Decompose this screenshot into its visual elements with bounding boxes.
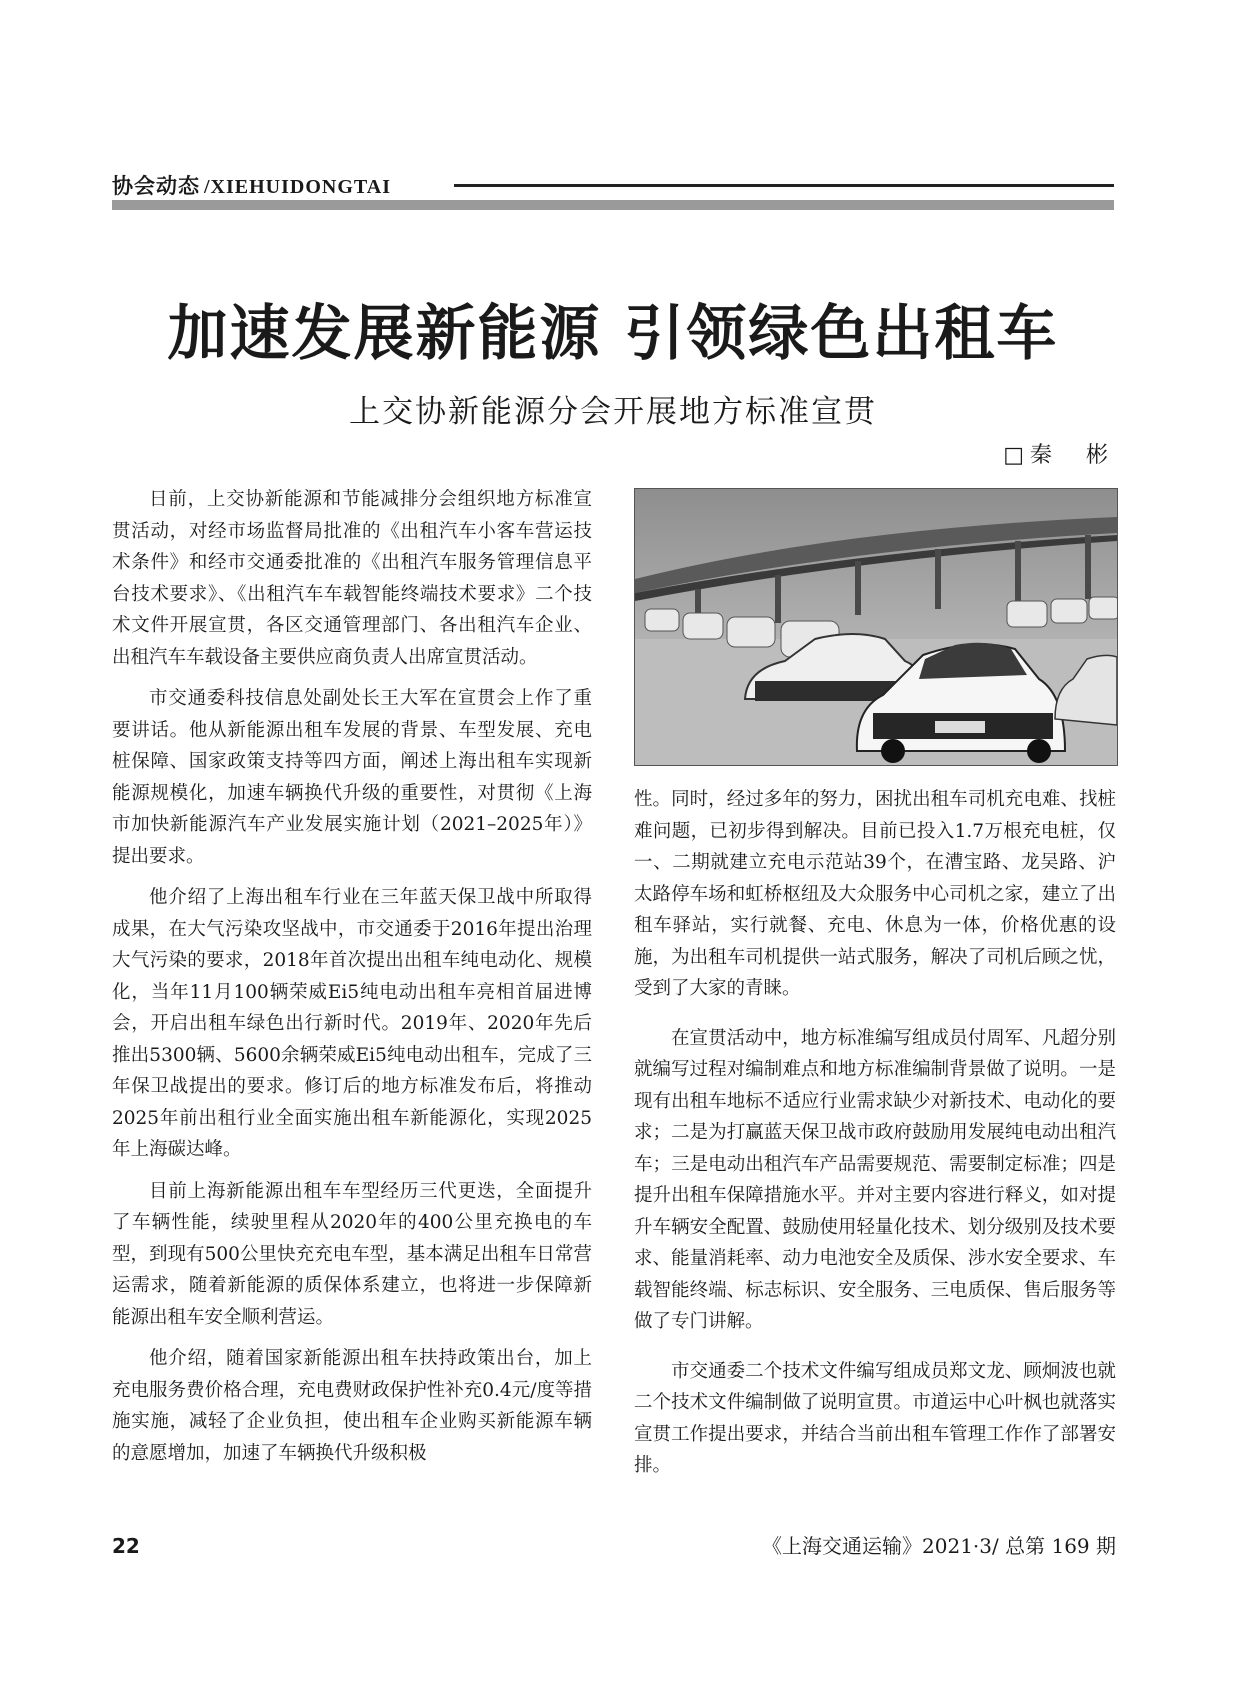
section-header — [112, 168, 1114, 204]
journal-issue: 《上海交通运输》2021·3/ 总第 169 期 — [762, 1534, 1116, 1558]
page-number: 22 — [112, 1534, 140, 1558]
paragraph: 市交通委二个技术文件编写组成员郑文龙、顾炯波也就二个技术文件编制做了说明宣贯。市道运中心叶枫也就落实宣贯工作提出要求，并结合当前出租车管理工作作了部署安排。 — [634, 1360, 1116, 1476]
header-rule — [454, 184, 1114, 187]
paragraph: 性。同时，经过多年的努力，困扰出租车司机充电难、找桩难问题，已初步得到解决。目前已投入1.7万根充电桩，仅一、二期就建立充电示范站39个，在漕宝路、龙吴路、沪太路停车场和虹桥枢纽及大众服务中心司机之家，建立了出租车驿站，实行就餐、充电、休息为一体，价格优惠的设施，为出租车司机提供一站式服务，解决了司机后顾之忧，受到了大家的青睐。 — [634, 789, 1116, 999]
paragraph: 目前上海新能源出租车车型经历三代更迭，全面提升了车辆性能，续驶里程从2020年的400公里充换电的车型，到现有500公里快充充电车型，基本满足出租车日常营运需求，随着新能源的质保体系建立，也将进一步保障新能源出租车安全顺利营运。 — [112, 1180, 592, 1328]
paragraph: 在宣贯活动中，地方标准编写组成员付周军、凡超分别就编写过程对编制难点和地方标准编制背景做了说明。一是现有出租车地标不适应行业需求缺少对新技术、电动化的要求；二是为打赢蓝天保卫战市政府鼓励用发展纯电动出租汽车；三是电动出租汽车产品需要规范、需要制定标准；四是提升出租车保障措施水平。并对主要内容进行释义，如对提升车辆安全配置、鼓励使用轻量化技术、划分级别及技术要求、能量消耗率、动力电池安全及质保、涉水安全要求、车载智能终端、标志标识、安全服务、三电质保、售后服务等做了专门讲解。 — [634, 1027, 1116, 1332]
paragraph: 他介绍了上海出租车行业在三年蓝天保卫战中所取得成果，在大气污染攻坚战中，市交通委于2016年提出治理大气污染的要求，2018年首次提出出租车纯电动化、规模化，当年11月100辆荣威Ei5纯电动出租车亮相首届进博会，开启出租车绿色出行新时代。2019年、2020年先后推出5300辆、5600余辆荣威Ei5纯电动出租车，完成了三年保卫战提出的要求。修订后的地方标准发布后，将推动2025年前出租行业全面实施出租车新能源化，实现2025年上海碳达峰。 — [112, 887, 592, 1160]
section-label-cn: 协会动态 — [112, 174, 200, 198]
article-subtitle: 上交协新能源分会开展地方标准宣贯 — [349, 394, 877, 430]
paragraph: 日前，上交协新能源和节能减排分会组织地方标准宣贯活动，对经市场监督局批准的《出租汽车小客车营运技术条件》和经市交通委批准的《出租汽车服务管理信息平台技术要求》、《出租汽车车载智能终端技术要求》二个技术文件开展宣贯，各区交通管理部门、各出租汽车企业、出租汽车车载设备主要供应商负责人出席宣贯活动。 — [112, 489, 592, 668]
section-label-en: /XIEHUIDONGTAI — [204, 176, 391, 198]
right-column — [634, 784, 1116, 1482]
taxi-fleet-photo — [634, 488, 1118, 766]
paragraph: 他介绍，随着国家新能源出租车扶持政策出台，加上充电服务费价格合理，充电费财政保护性补充0.4元/度等措施实施，减轻了企业负担，使出租车企业购买新能源车辆的意愿增加，加速了车辆换代升级积极 — [112, 1348, 592, 1464]
article-byline: □秦 彬 — [1003, 443, 1114, 468]
left-column — [112, 484, 592, 1469]
header-band — [112, 200, 1114, 210]
article-title: 加速发展新能源 引领绿色出租车 — [167, 299, 1059, 369]
section-label — [112, 170, 391, 200]
paragraph: 市交通委科技信息处副处长王大军在宣贯会上作了重要讲话。他从新能源出租车发展的背景、车型发展、充电桩保障、国家政策支持等四方面，阐述上海出租车实现新能源规模化，加速车辆换代升级的重要性，对贯彻《上海市加快新能源汽车产业发展实施计划（2021–2025年）》提出要求。 — [112, 688, 592, 867]
